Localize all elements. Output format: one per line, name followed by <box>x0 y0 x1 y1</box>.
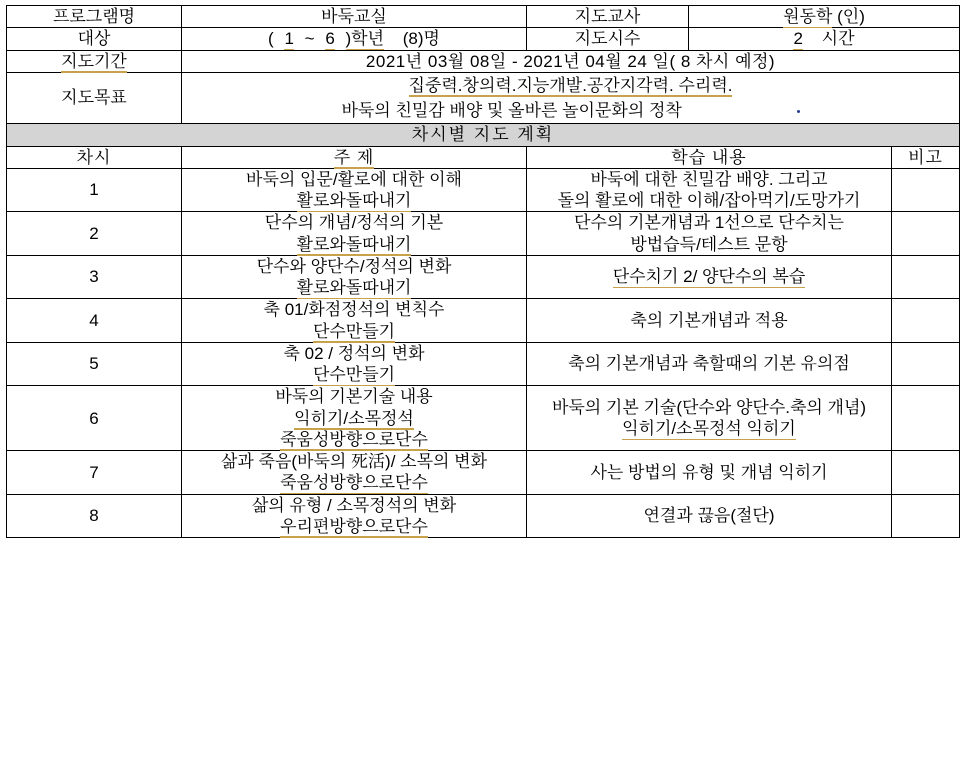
table-row <box>7 386 960 451</box>
cell-session: 5 <box>7 342 182 386</box>
cell-note <box>892 342 960 386</box>
topic-line-1: 단수와 양단수/정석의 변화 <box>256 256 452 276</box>
teacher-name: 원동학 <box>783 7 833 26</box>
cell-topic <box>182 451 527 495</box>
col-note: 비고 <box>892 146 960 168</box>
lesson-plan-document <box>6 5 959 538</box>
cell-topic <box>182 494 527 538</box>
topic-line-1: 삶과 죽음(바둑의 死活)/ 소목의 변화 <box>220 452 487 471</box>
topic-line-1: 단수의 개념/정석의 기본 <box>264 213 444 233</box>
blue-dot-mark <box>797 110 800 113</box>
topic-line-3: 죽움성방향으로단수 <box>280 429 428 449</box>
section-band-row <box>7 124 960 146</box>
content-line-2: 방법습득/테스트 문항 <box>630 234 788 254</box>
cell-session: 8 <box>7 494 182 538</box>
content-line-1: 연결과 끊음(절단) <box>643 506 775 526</box>
content-line-2: 익히기/소목정석 익히기 <box>622 419 796 439</box>
cell-topic <box>182 299 527 343</box>
topic-line-2: 활로와돌따내기 <box>296 234 412 254</box>
cell-content <box>527 212 892 256</box>
cell-content <box>527 342 892 386</box>
cell-topic <box>182 212 527 256</box>
target-grade-from: 1 <box>284 29 294 49</box>
target-tilde: ~ <box>304 29 315 49</box>
target-label: 대상 <box>7 28 182 50</box>
topic-line-1: 바둑의 기본기술 내용 <box>275 387 433 407</box>
cell-session: 4 <box>7 299 182 343</box>
cell-note <box>892 168 960 212</box>
hours-unit: 시간 <box>821 29 855 49</box>
hours-value: 2 <box>793 29 803 49</box>
cell-note <box>892 386 960 451</box>
teacher-label: 지도교사 <box>527 6 689 28</box>
content-line-1: 축의 기본개념과 적용 <box>630 310 788 330</box>
table-row <box>7 451 960 495</box>
goal-label: 지도목표 <box>7 72 182 124</box>
table-row <box>7 168 960 212</box>
col-topic-text: 주 제 <box>333 147 375 167</box>
topic-line-2: 우리편방향으로단수 <box>280 516 428 536</box>
cell-session: 6 <box>7 386 182 451</box>
period-label-text: 지도기간 <box>61 51 127 71</box>
target-count: (8)명 <box>402 29 440 49</box>
section-band-title: 차시별 지도 계획 <box>7 124 960 146</box>
header-row-program <box>7 6 960 28</box>
topic-line-2: 단수만들기 <box>312 321 396 341</box>
cell-topic <box>182 255 527 299</box>
table-row <box>7 212 960 256</box>
lesson-plan-table <box>6 5 960 538</box>
topic-line-1: 축 02 / 정석의 변화 <box>283 343 425 363</box>
content-line-1: 바둑의 기본 기술(단수와 양단수.축의 개념) <box>551 397 867 417</box>
content-line-1: 축의 기본개념과 축할때의 기본 유의점 <box>568 354 850 374</box>
cell-note <box>892 212 960 256</box>
cell-session: 1 <box>7 168 182 212</box>
period-label <box>7 50 182 72</box>
cell-topic <box>182 386 527 451</box>
topic-line-2: 활로와돌따내기 <box>296 278 412 297</box>
cell-note <box>892 299 960 343</box>
content-line-1: 사는 방법의 유형 및 개념 익히기 <box>590 462 828 482</box>
hours-label: 지도시수 <box>527 28 689 50</box>
teacher-seal: (인) <box>837 7 865 26</box>
cell-content <box>527 451 892 495</box>
target-grade-to: 6 <box>325 29 335 49</box>
table-row <box>7 342 960 386</box>
column-header-row <box>7 146 960 168</box>
goal-value-cell <box>182 72 960 124</box>
teacher-value-cell <box>689 6 960 28</box>
topic-line-1: 삶의 유형 / 소목정석의 변화 <box>251 495 457 515</box>
topic-line-2: 죽움성방향으로단수 <box>280 473 428 493</box>
cell-content <box>527 386 892 451</box>
cell-note <box>892 451 960 495</box>
topic-line-1: 바둑의 입문/활로에 대한 이해 <box>246 169 462 189</box>
cell-content <box>527 494 892 538</box>
goal-line-1 <box>182 73 959 98</box>
col-topic <box>182 146 527 168</box>
program-value: 바둑교실 <box>182 6 527 28</box>
hours-value-cell <box>689 28 960 50</box>
col-content: 학습 내용 <box>527 146 892 168</box>
target-mid: )학년 <box>345 29 385 49</box>
content-line-1: 바둑에 대한 친밀감 배양. 그리고 <box>590 169 828 189</box>
goal-line-2 <box>182 98 959 123</box>
goal-line-1-text: 집중력.창의력.지능개발.공간지각력. 수리력. <box>408 75 733 95</box>
cell-content <box>527 299 892 343</box>
cell-note <box>892 494 960 538</box>
col-session: 차시 <box>7 146 182 168</box>
goal-line-2-text: 바둑의 친밀감 배양 및 올바른 놀이문화의 정착 <box>341 101 682 120</box>
table-row <box>7 299 960 343</box>
cell-session: 2 <box>7 212 182 256</box>
target-prefix: ( <box>268 29 274 49</box>
topic-line-1: 축 01/화점정석의 변칙수 <box>263 300 445 320</box>
table-row <box>7 494 960 538</box>
target-value-cell <box>182 28 527 50</box>
topic-line-2: 익히기/소목정석 <box>294 408 414 428</box>
topic-line-2: 활로와돌따내기 <box>296 191 412 210</box>
header-row-goal <box>7 72 960 124</box>
program-label: 프로그램명 <box>7 6 182 28</box>
table-row <box>7 255 960 299</box>
topic-line-2: 단수만들기 <box>312 365 396 384</box>
cell-topic <box>182 168 527 212</box>
header-row-period <box>7 50 960 72</box>
cell-content <box>527 168 892 212</box>
cell-content <box>527 255 892 299</box>
cell-session: 7 <box>7 451 182 495</box>
cell-session: 3 <box>7 255 182 299</box>
cell-topic <box>182 342 527 386</box>
content-line-2: 돌의 활로에 대한 이해/잡아먹기/도망가기 <box>557 191 861 210</box>
header-row-target <box>7 28 960 50</box>
cell-note <box>892 255 960 299</box>
content-line-1: 단수의 기본개념과 1선으로 단수치는 <box>574 213 844 233</box>
content-line-1: 단수치기 2/ 양단수의 복습 <box>612 267 806 287</box>
period-value: 2021년 03월 08일 - 2021년 04월 24 일( 8 차시 예정) <box>182 50 960 72</box>
